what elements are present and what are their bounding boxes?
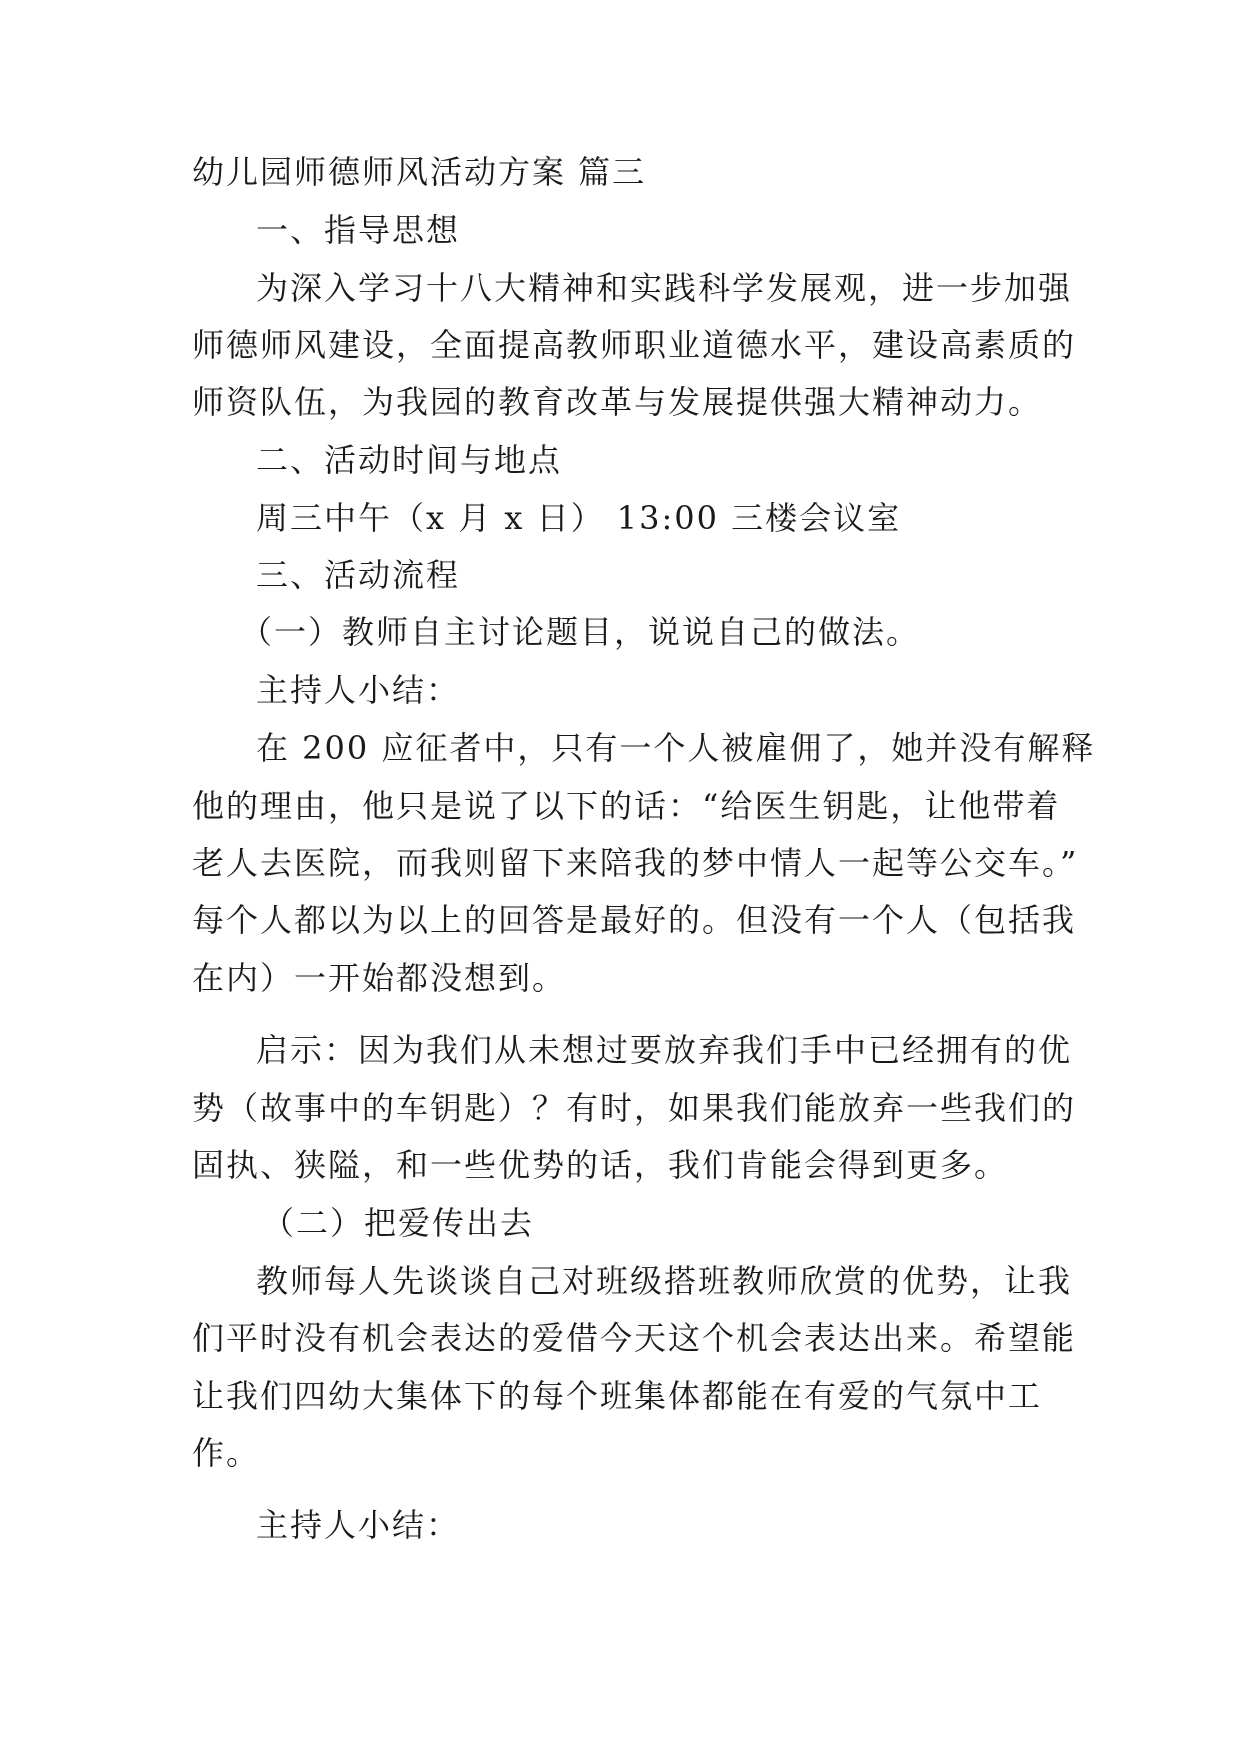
paragraph-line: 们平时没有机会表达的爱借今天这个机会表达出来。希望能 [192,1319,1077,1357]
section-heading: 二、活动时间与地点 [256,441,563,479]
subsection-heading: （一）教师自主讨论题目，说说自己的做法。 [240,613,921,651]
paragraph-line: 老人去医院，而我则留下来陪我的梦中情人一起等公交车。” [192,844,1079,882]
subsection-heading: （二）把爱传出去 [262,1204,535,1242]
paragraph-line: 势（故事中的车钥匙）？有时，如果我们能放弃一些我们的 [192,1089,1077,1127]
paragraph-line: 主持人小结： [256,671,461,709]
paragraph-line: 他的理由，他只是说了以下的话：“给医生钥匙，让他带着 [192,787,1061,825]
paragraph-line: 固执、狭隘，和一些优势的话，我们肯能会得到更多。 [192,1146,1009,1184]
paragraph-line: 作。 [192,1434,261,1472]
document-title: 幼儿园师德师风活动方案 篇三 [192,153,647,191]
paragraph-line: 在内）一开始都没想到。 [192,959,567,997]
paragraph-line: 周三中午（x 月 x 日） 13:00 三楼会议室 [256,499,902,537]
paragraph-line: 为深入学习十八大精神和实践科学发展观，进一步加强 [256,269,1073,307]
paragraph-line: 主持人小结： [256,1506,461,1544]
paragraph-line: 启示：因为我们从未想过要放弃我们手中已经拥有的优 [256,1031,1073,1069]
paragraph-line: 在 200 应征者中，只有一个人被雇佣了，她并没有解释 [256,729,1096,767]
section-heading: 三、活动流程 [256,556,461,594]
paragraph-line: 让我们四幼大集体下的每个班集体都能在有爱的气氛中工 [192,1377,1043,1415]
paragraph-line: 师资队伍，为我园的教育改革与发展提供强大精神动力。 [192,383,1043,421]
section-heading: 一、指导思想 [256,211,461,249]
paragraph-line: 师德师风建设，全面提高教师职业道德水平，建设高素质的 [192,326,1077,364]
paragraph-line: 每个人都以为以上的回答是最好的。但没有一个人（包括我 [192,901,1077,939]
paragraph-line: 教师每人先谈谈自己对班级搭班教师欣赏的优势，让我 [256,1262,1073,1300]
